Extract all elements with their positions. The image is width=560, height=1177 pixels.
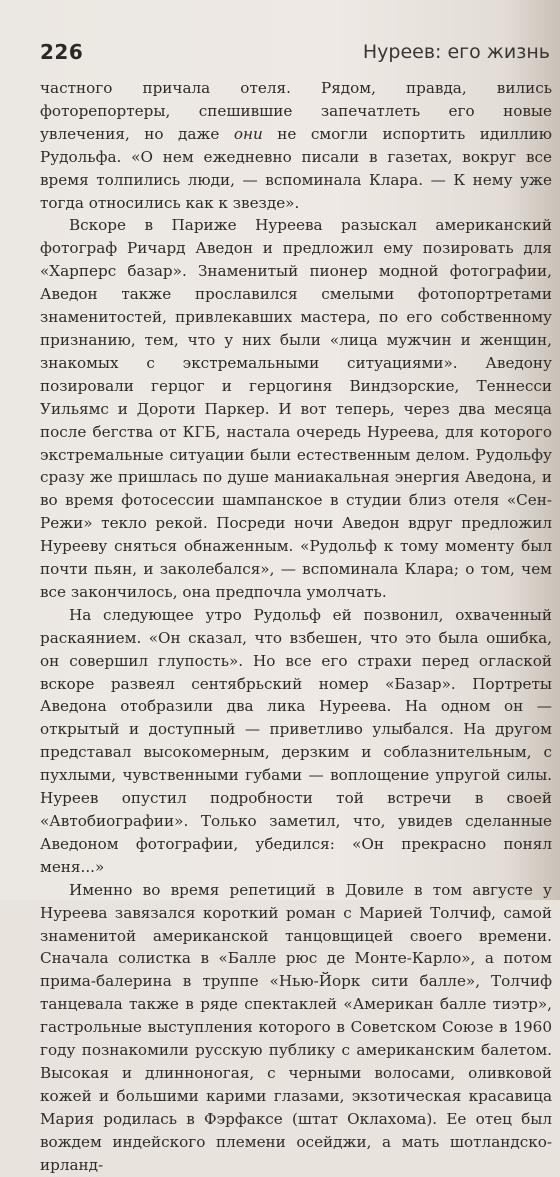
page-header [40, 40, 550, 70]
emphasized-word: они [233, 124, 263, 143]
text-run: частного причала отеля. Рядом, правда, вились фоторепортеры, спешившие запечатлеть его новые увлечения, но даже [40, 79, 552, 143]
paragraph [40, 77, 552, 214]
paragraph: Вскоре в Париже Нуреева разыскал американский фотограф Ричард Аведон и предложил ему позировать для «Харперс базар». Знаменитый пионер модной фотографии, Аведон также прославился смелыми фотопортретами знаменитостей, привлекавших мастера, по его собственному признанию, тем, что у них были «лица мужчин и женщин, знакомых с экстремальными ситуациями». Аведону позировали герцог и герцогиня Виндзорские, Теннесси Уильямс и Дороти Паркер. И вот теперь, через два месяца после бегства от КГБ, настала очередь Нуреева, для которого экстремальные ситуации были естественным делом. Рудольфу сразу же пришлась по душе маниакальная энергия Аведона, и во время фотосессии шампанское в студии близ отеля «Сен-Режи» текло рекой. Посреди ночи Аведон вдруг предложил Нурееву сняться обнаженным. «Рудольф к тому моменту был почти пьян, и заколебался», — вспоминала Клара; о том, чем все закончилось, она предпочла умолчать. [40, 216, 552, 601]
paragraph: Именно во время репетиций в Довиле в том августе у Нуреева завязался короткий роман с Марией Толчиф, самой знаменитой американской танцовщицей своего времени. Сначала солистка в «Балле рюс де Монте-Карло», а потом прима-балерина в труппе «Нью-Йорк сити балле», Толчиф танцевала также в ряде спектаклей «Американ балле тиэтр», гастрольные выступления которого в Советском Союзе в 1960 году познакомили русскую публику с американским балетом. Высокая и длинноногая, с черными волосами, оливковой кожей и большими карими глазами, экзотическая красавица Мария родилась в Фэрфаксе (штат Оклахома). Ее отец был вождем индейского племени осейджи, а мать шотландско-ирланд- [40, 880, 552, 1174]
running-title: Нуреев: его жизнь [362, 41, 550, 63]
paragraph: На следующее утро Рудольф ей позвонил, охваченный раскаянием. «Он сказал, что взбешен, что это была ошибка, он совершил глупость». Но все его страхи перед оглаской вскоре развеял сентябрьский номер «Базар». Портреты Аведона отобразили два лика Нуреева. На одном он — открытый и доступный — приветливо улыбался. На другом представал высокомерным, дерзким и соблазнительным, с пухлыми, чувственными губами — воплощение упругой силы. Нуреев опустил подробности той встречи в своей «Автобиографии». Только заметил, что, увидев сделанные Аведоном фотографии, убедился: «Он прекрасно понял меня...» [40, 605, 552, 876]
body-text [40, 77, 552, 1174]
text-run: не смогли испортить идиллию Рудольфа. «О нем ежедневно писали в газетах, вокруг все время толпились люди, — вспоминала Клара. — К нему уже тогда относились как к звезде». [40, 124, 552, 212]
page-number: 226 [40, 40, 84, 64]
